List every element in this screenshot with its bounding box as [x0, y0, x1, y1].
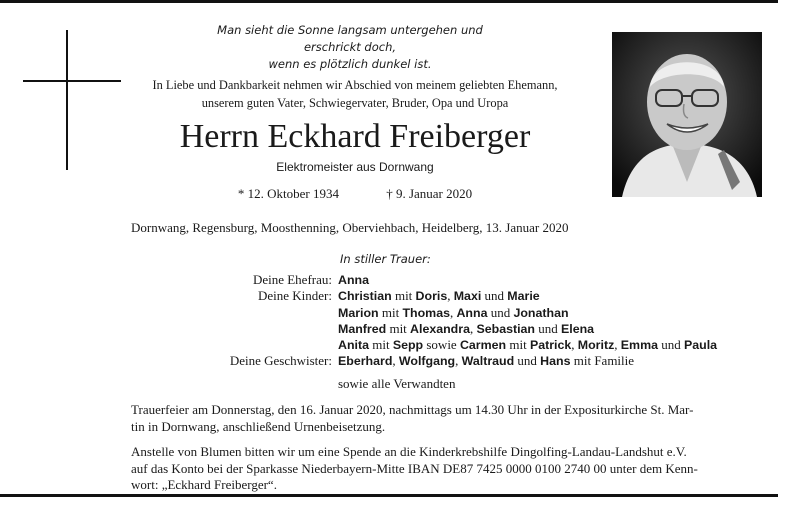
funeral-info: [131, 402, 753, 435]
children-label: Deine Kinder:: [257, 288, 332, 304]
intro-text: [130, 77, 580, 112]
birth-date: * 12. Oktober 1934: [237, 186, 339, 201]
children-line-2: Marion mit Thomas, Anna und Jonathan: [338, 304, 569, 320]
mourners-list: [130, 272, 717, 370]
list-item: [130, 272, 717, 288]
cross-icon-vertical: [66, 30, 68, 170]
intro-line-2: unserem guten Vater, Schwiegervater, Bruder, Opa und Uropa: [201, 95, 509, 110]
children-line-3: Manfred mit Alexandra, Sebastian und Elena: [338, 320, 595, 336]
siblings-line: Eberhard, Wolfgang, Waltraud und Hans mit Familie: [338, 353, 635, 369]
relatives: sowie alle Verwandten: [338, 376, 456, 391]
funeral-line-2: tin in Dornwang, anschließend Urnenbeisetzung.: [131, 418, 386, 434]
profession: Elektromeister aus Dornwang: [276, 160, 434, 174]
poem: [200, 22, 500, 73]
children-line-4: Anita mit Sepp sowie Carmen mit Patrick, Moritz, Emma und Paula: [338, 337, 718, 353]
donation-info: [131, 444, 753, 494]
intro-line-1: In Liebe und Dankbarkeit nehmen wir Abschied von meinem geliebten Ehemann,: [152, 78, 558, 92]
portrait-photo: [612, 32, 762, 197]
wife-label: Deine Ehefrau:: [252, 272, 332, 287]
deceased-name: Herrn Eckhard Freiberger: [179, 118, 531, 155]
donation-line-2: auf das Konto bei der Sparkasse Niederbayern-Mitte IBAN DE87 7425 0000 0100 2740 00 unter dem Kenn-: [131, 460, 698, 476]
place-and-date: Dornwang, Regensburg, Moosthenning, Oberviehbach, Heidelberg, 13. Januar 2020: [131, 220, 569, 235]
list-item: [130, 305, 717, 321]
cross-icon-horizontal: [23, 80, 121, 82]
poem-line-1: Man sieht die Sonne langsam untergehen und erschrickt doch,: [217, 23, 483, 54]
list-item: [130, 353, 717, 369]
life-dates: [130, 186, 580, 202]
death-date: † 9. Januar 2020: [386, 186, 473, 201]
donation-line-1: Anstelle von Blumen bitten wir um eine Spende an die Kinderkrebshilfe Dingolfing-Landau-Landshut e.V.: [131, 444, 687, 459]
donation-line-3: wort: „Eckhard Freiberger“.: [131, 477, 277, 492]
siblings-label: Deine Geschwister:: [229, 353, 332, 369]
mourning-title: In stiller Trauer:: [340, 252, 431, 266]
list-item: [130, 337, 717, 353]
funeral-line-1: Trauerfeier am Donnerstag, den 16. Januar 2020, nachmittags um 14.30 Uhr in der Expositurkirche St. Mar-: [131, 402, 694, 417]
list-item: [130, 288, 717, 304]
list-item: [130, 321, 717, 337]
poem-line-2: wenn es plötzlich dunkel ist.: [268, 57, 432, 71]
wife-name: Anna: [338, 273, 369, 287]
children-line-1: Christian mit Doris, Maxi und Marie: [338, 288, 540, 304]
